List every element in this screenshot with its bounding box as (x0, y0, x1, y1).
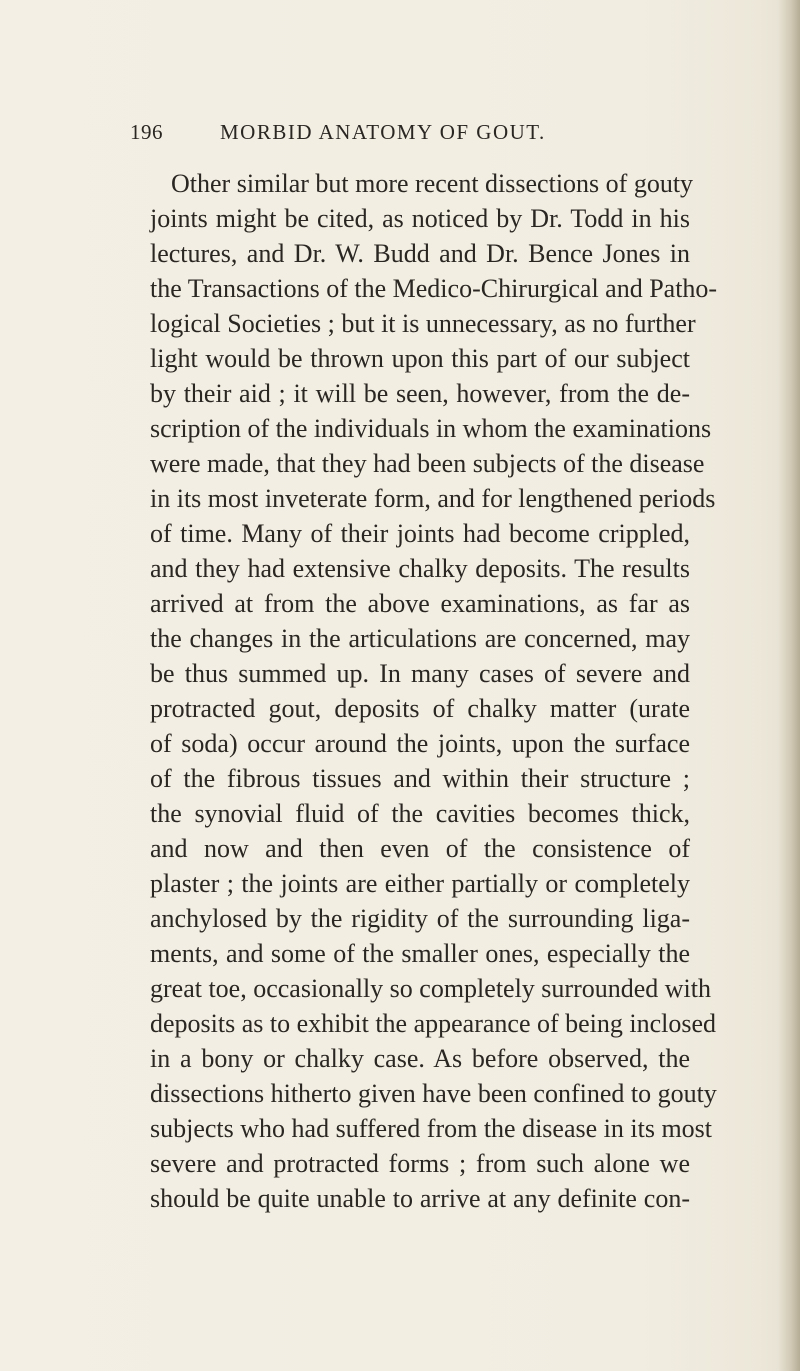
text-line: dissections hitherto given have been confined to gouty (150, 1079, 717, 1108)
page-header (130, 120, 730, 150)
text-line: by their aid ; it will be seen, however, from the de- (150, 379, 690, 408)
text-line: in a bony or chalky case. As before observed, the (150, 1044, 690, 1073)
text-line: protracted gout, deposits of chalky matter (urate (150, 694, 690, 723)
text-line: should be quite unable to arrive at any definite con- (150, 1184, 690, 1213)
text-line: of time. Many of their joints had become crippled, (150, 519, 690, 548)
text-line: subjects who had suffered from the disease in its most (150, 1114, 713, 1143)
running-head: MORBID ANATOMY OF GOUT. (220, 120, 546, 144)
text-line: and they had extensive chalky deposits. The results (150, 554, 690, 583)
text-line: great toe, occasionally so completely surrounded with (150, 974, 712, 1003)
text-line: the synovial fluid of the cavities becomes thick, (150, 799, 690, 828)
body-paragraph (150, 166, 718, 1216)
text-line: the Transactions of the Medico-Chirurgical and Patho- (150, 274, 718, 303)
text-line: and now and then even of the consistence of (150, 834, 690, 863)
text-line: lectures, and Dr. W. Budd and Dr. Bence Jones in (150, 239, 690, 268)
text-line: of the fibrous tissues and within their structure ; (150, 764, 690, 793)
text-line: of soda) occur around the joints, upon the surface (150, 729, 690, 758)
text-line: be thus summed up. In many cases of severe and (150, 659, 690, 688)
text-line: deposits as to exhibit the appearance of being inclosed (150, 1009, 717, 1038)
text-line: Other similar but more recent dissections of gouty (171, 169, 694, 198)
text-line: in its most inveterate form, and for lengthened periods (150, 484, 716, 513)
text-line: anchylosed by the rigidity of the surrounding liga- (150, 904, 690, 933)
text-line: arrived at from the above examinations, as far as (150, 589, 690, 618)
text-line: logical Societies ; but it is unnecessary, as no further (150, 309, 696, 338)
text-line: were made, that they had been subjects of the disease (150, 449, 705, 478)
text-line: severe and protracted forms ; from such alone we (150, 1149, 690, 1178)
text-line: the changes in the articulations are concerned, may (150, 624, 690, 653)
text-line: scription of the individuals in whom the examinations (150, 414, 712, 443)
text-line: ments, and some of the smaller ones, especially the (150, 939, 690, 968)
page-edge-shadow (778, 0, 800, 1371)
text-line: light would be thrown upon this part of our subject (150, 344, 690, 373)
page-number: 196 (130, 120, 163, 144)
text-line: joints might be cited, as noticed by Dr. Todd in his (150, 204, 690, 233)
text-line: plaster ; the joints are either partially or completely (150, 869, 690, 898)
